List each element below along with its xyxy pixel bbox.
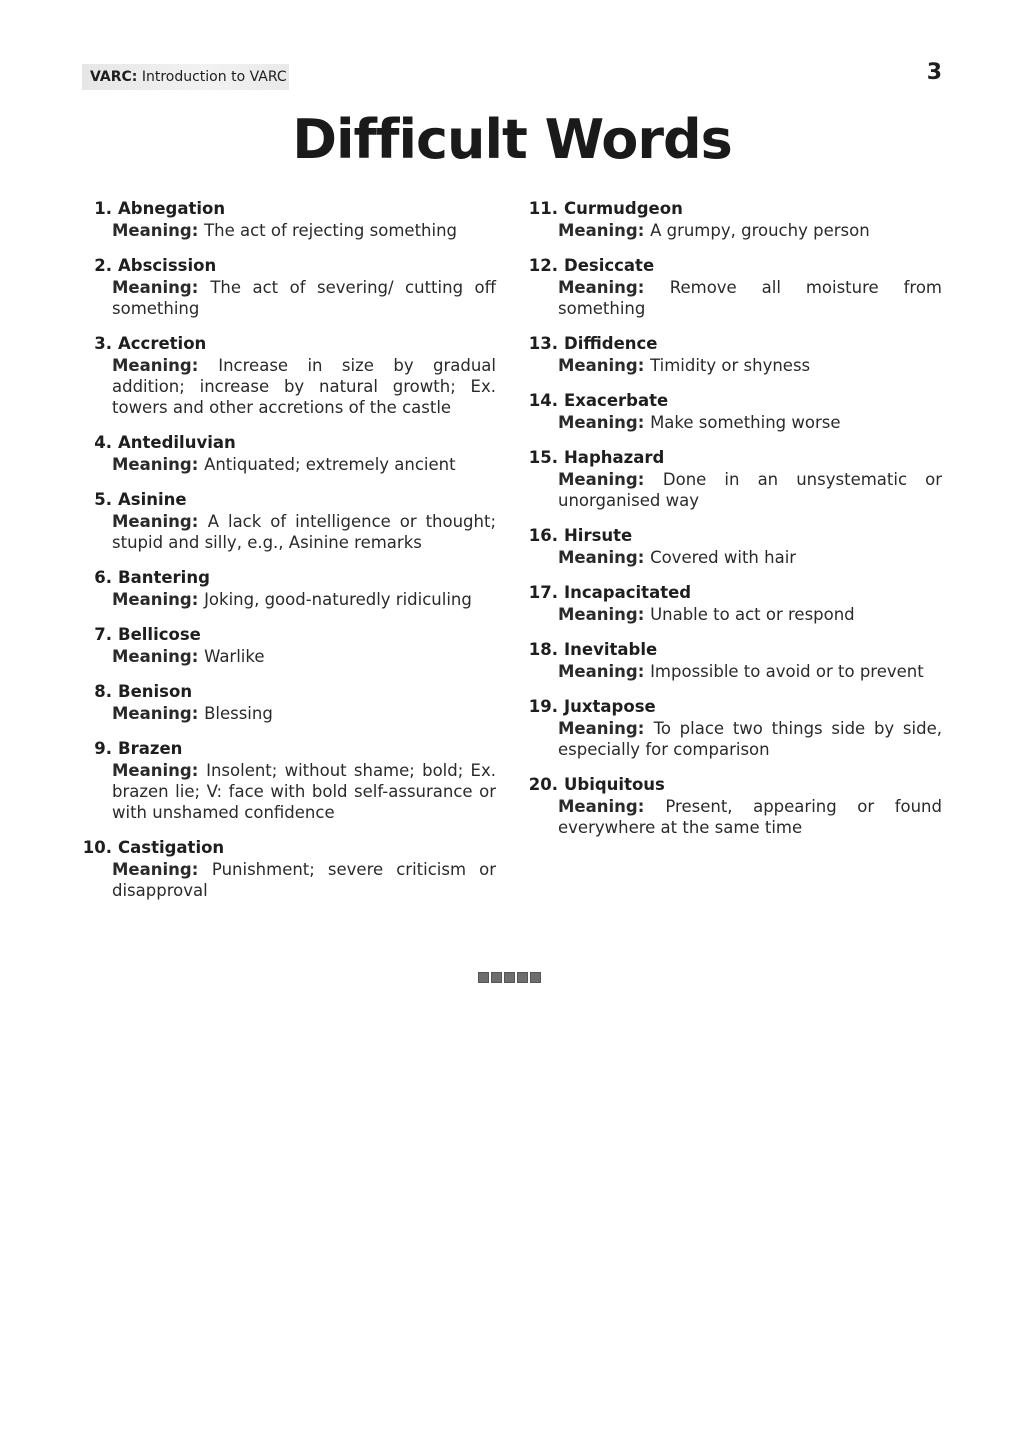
meaning-label: Meaning [112,221,192,240]
entry-meaning: Meaning: Present, appearing or found everywhere at the same time [558,797,942,837]
entry-meaning: Meaning: Impossible to avoid or to prevent [558,662,924,681]
word-heading [528,696,942,718]
entry-meaning: Meaning: Joking, good-naturedly ridiculing [112,590,472,609]
entry-word: Desiccate [564,256,655,275]
meaning-label: Meaning [558,548,638,567]
section-name: VARC [90,69,132,85]
word-entry [82,624,496,667]
entry-number: 11. [528,199,558,218]
word-entry [82,681,496,724]
entry-word: Hirsute [564,526,633,545]
meaning-label: Meaning [558,278,638,297]
meaning-text: The act of rejecting something [204,221,458,240]
entry-meaning: Meaning: The act of severing/ cutting off something [112,278,496,318]
meaning-label: Meaning [558,356,638,375]
meaning-text: To place two things side by side, especially for comparison [558,719,942,759]
footer-block-icon [530,972,541,983]
word-entry [528,447,942,511]
entry-meaning: Meaning: Punishment; severe criticism or disapproval [112,860,497,900]
entry-word: Benison [118,682,193,701]
entry-number: 10. [82,838,112,857]
word-heading [528,447,942,469]
entry-number: 5. [94,490,112,509]
meaning-label: Meaning [558,797,638,816]
word-entry [528,255,942,319]
meaning-text: Blessing [204,704,273,723]
word-entry [82,333,496,418]
entry-meaning: Meaning: The act of rejecting something [112,221,458,240]
entry-word: Abscission [118,256,217,275]
word-heading [528,198,942,220]
entry-number: 8. [94,682,112,701]
section-subtitle: Introduction to VARC [141,69,287,85]
word-entry [528,333,942,376]
meaning-text: Joking, good-naturedly ridiculing [204,590,472,609]
entry-number: 16. [528,526,558,545]
word-heading [82,255,496,277]
entry-meaning: Meaning: Blessing [112,704,273,723]
word-heading [528,255,942,277]
meaning-text: Increase in size by gradual addition; increase by natural growth; Ex. towers and other accretions of the castle [112,356,496,417]
meaning-label: Meaning [112,860,192,879]
word-heading [528,525,942,547]
meaning-label: Meaning [112,512,192,531]
word-heading [82,198,496,220]
entry-meaning: Meaning: Warlike [112,647,265,666]
word-entry [528,198,942,241]
word-heading [82,333,496,355]
meaning-text: A grumpy, grouchy person [650,221,870,240]
entry-word: Castigation [118,838,225,857]
entry-meaning: Meaning: Make something worse [558,413,841,432]
word-entry [528,582,942,625]
meaning-label: Meaning [558,470,638,489]
footer-block-icon [517,972,528,983]
footer-block-icon [504,972,515,983]
entry-word: Ubiquitous [564,775,665,794]
word-heading [82,738,496,760]
word-entry [82,837,496,901]
entry-number: 9. [94,739,112,758]
meaning-text: Covered with hair [650,548,797,567]
word-heading [82,567,496,589]
entry-word: Incapacitated [564,583,692,602]
entry-meaning: Meaning: Remove all moisture from something [558,278,942,318]
meaning-text: Present, appearing or found everywhere at the same time [558,797,942,837]
footer-ornament [478,972,541,983]
entry-number: 7. [94,625,112,644]
meaning-label: Meaning [558,221,638,240]
entry-number: 19. [528,697,558,716]
entry-word: Accretion [118,334,207,353]
entry-number: 4. [94,433,112,452]
entry-meaning: Meaning: Done in an unsystematic or unorganised way [558,470,943,510]
entry-word: Juxtapose [564,697,656,716]
word-entry [82,738,496,823]
word-heading [82,624,496,646]
entry-number: 17. [528,583,558,602]
meaning-text: Timidity or shyness [650,356,811,375]
meaning-text: Antiquated; extremely ancient [204,455,456,474]
word-entry [82,198,496,241]
left-column [82,198,496,915]
meaning-label: Meaning [558,719,638,738]
section-header-tag [82,64,289,90]
meaning-text: Warlike [204,647,265,666]
meaning-label: Meaning [112,356,192,375]
right-column [528,198,942,852]
entry-number: 3. [94,334,112,353]
word-entry [528,774,942,838]
footer-block-icon [491,972,502,983]
entry-number: 1. [94,199,112,218]
word-heading [528,390,942,412]
entry-meaning: Meaning: A lack of intelligence or thought; stupid and silly, e.g., Asinine remarks [112,512,497,552]
entry-word: Bellicose [118,625,201,644]
word-heading [528,639,942,661]
entry-word: Asinine [118,490,187,509]
meaning-text: Unable to act or respond [650,605,855,624]
meaning-text: Make something worse [650,413,841,432]
entry-word: Antediluvian [118,433,236,452]
meaning-text: Impossible to avoid or to prevent [650,662,924,681]
meaning-text: Punishment; severe criticism or disapproval [112,860,497,900]
entry-number: 13. [528,334,558,353]
meaning-text: Remove all moisture from something [558,278,942,318]
entry-number: 20. [528,775,558,794]
entry-word: Curmudgeon [564,199,683,218]
entry-meaning: Meaning: A grumpy, grouchy person [558,221,870,240]
word-heading [82,837,496,859]
meaning-text: Insolent; without shame; bold; Ex. brazen lie; V: face with bold self-assurance or with unshamed confidence [112,761,496,822]
entry-meaning: Meaning: To place two things side by side, especially for comparison [558,719,942,759]
page-number: 3 [926,60,942,85]
word-heading [82,489,496,511]
entry-number: 12. [528,256,558,275]
word-heading [82,681,496,703]
entry-word: Haphazard [564,448,665,467]
entry-number: 15. [528,448,558,467]
page-title: Difficult Words [292,108,732,171]
entry-meaning: Meaning: Timidity or shyness [558,356,811,375]
word-heading [528,333,942,355]
word-entry [82,432,496,475]
meaning-text: Done in an unsystematic or unorganised way [558,470,943,510]
meaning-label: Meaning [112,647,192,666]
word-heading [82,432,496,454]
meaning-label: Meaning [112,455,192,474]
entry-meaning: Meaning: Increase in size by gradual addition; increase by natural growth; Ex. towers and other accretions of the castle [112,356,496,417]
meaning-label: Meaning [558,662,638,681]
word-heading [528,774,942,796]
word-entry [528,525,942,568]
meaning-text: A lack of intelligence or thought; stupid and silly, e.g., Asinine remarks [112,512,497,552]
meaning-label: Meaning [112,704,192,723]
word-heading [528,582,942,604]
meaning-text: The act of severing/ cutting off something [112,278,496,318]
word-entry [82,255,496,319]
entry-number: 2. [94,256,112,275]
entry-word: Diffidence [564,334,658,353]
entry-number: 18. [528,640,558,659]
word-entry [82,489,496,553]
entry-word: Bantering [118,568,210,587]
footer-block-icon [478,972,489,983]
section-separator: : [131,69,138,85]
entry-word: Brazen [118,739,183,758]
meaning-label: Meaning [112,590,192,609]
entry-meaning: Meaning: Insolent; without shame; bold; Ex. brazen lie; V: face with bold self-assurance or with unshamed confidence [112,761,496,822]
entry-word: Inevitable [564,640,658,659]
entry-number: 14. [528,391,558,410]
word-entry [528,696,942,760]
word-entry [82,567,496,610]
word-entry [528,390,942,433]
meaning-label: Meaning [112,761,192,780]
entry-meaning: Meaning: Unable to act or respond [558,605,855,624]
meaning-label: Meaning [558,605,638,624]
meaning-label: Meaning [558,413,638,432]
entry-meaning: Meaning: Antiquated; extremely ancient [112,455,456,474]
entry-word: Abnegation [118,199,226,218]
entry-word: Exacerbate [564,391,669,410]
meaning-label: Meaning [112,278,192,297]
entry-number: 6. [94,568,112,587]
entry-meaning: Meaning: Covered with hair [558,548,797,567]
word-entry [528,639,942,682]
